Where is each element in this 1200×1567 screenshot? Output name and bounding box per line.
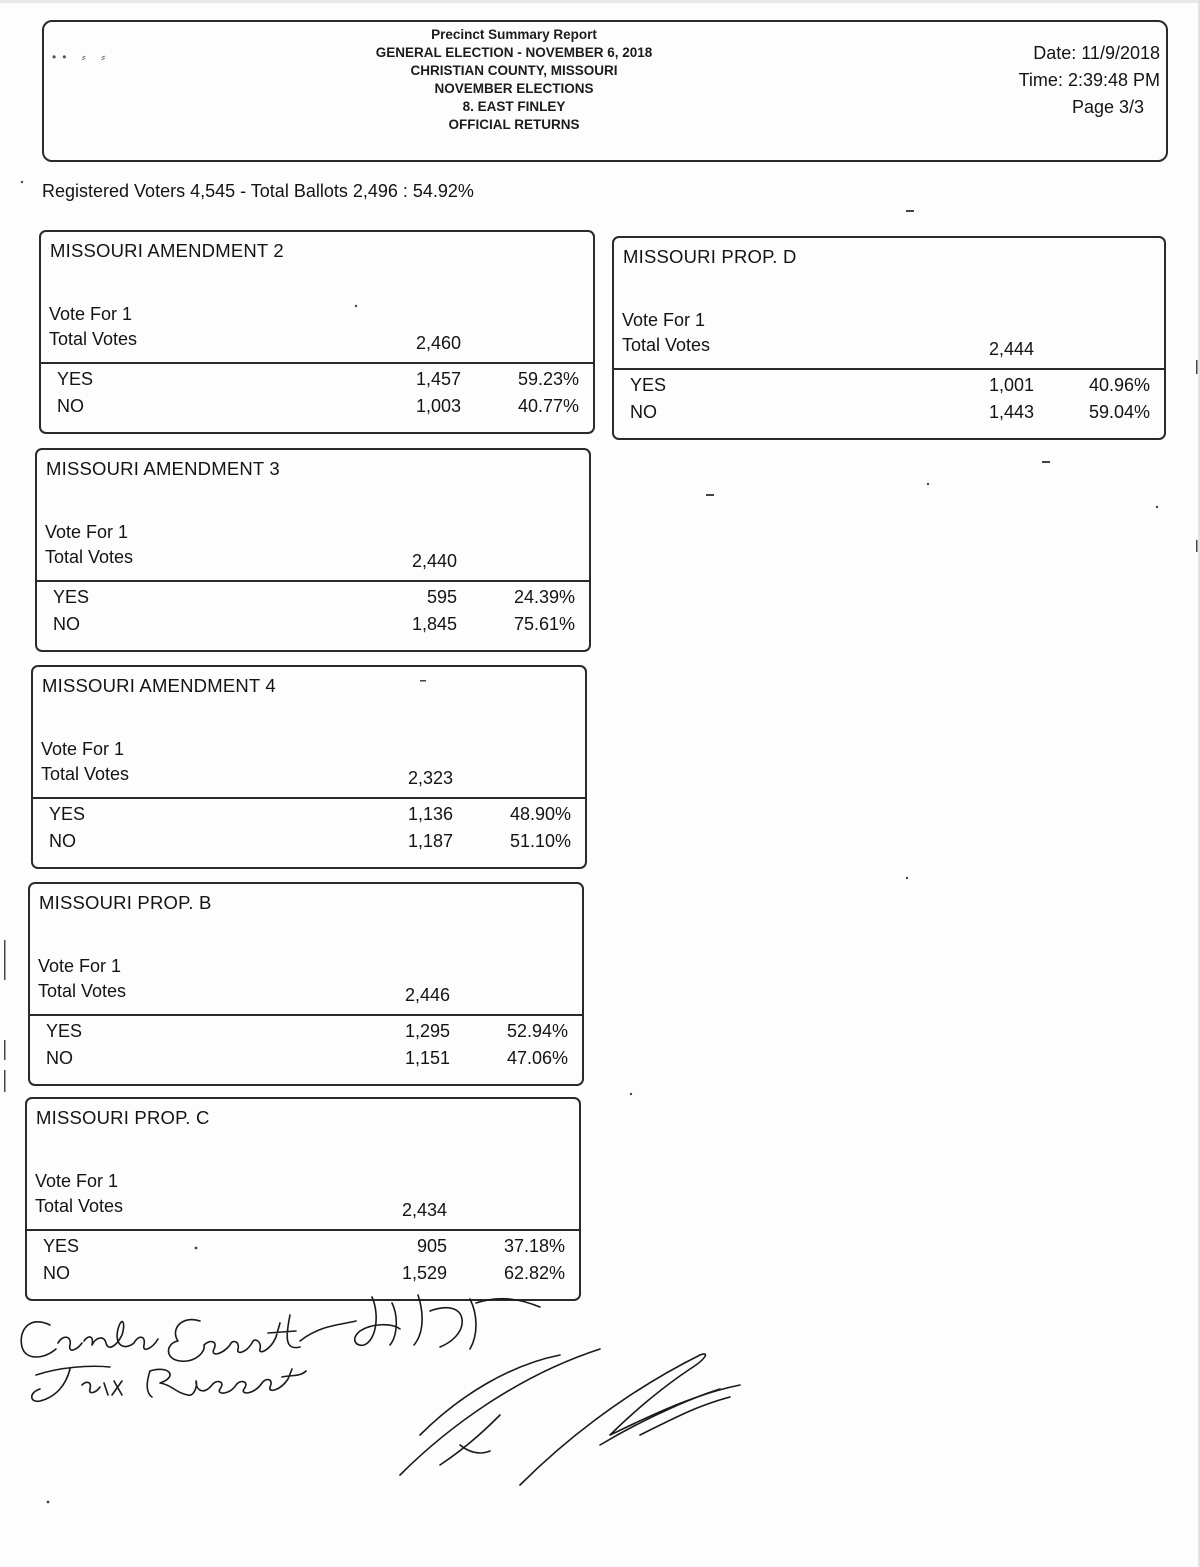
choice-votes: 1,151	[404, 1048, 450, 1068]
choice-votes: 1,845	[411, 614, 457, 634]
race-box-prop-c	[25, 1097, 581, 1301]
total-votes-value: 2,323	[407, 768, 453, 788]
race-box-amendment-3	[35, 448, 591, 652]
divider	[41, 362, 593, 364]
registered-voters-summary: Registered Voters 4,545 - Total Ballots 2,496 : 54.92%	[42, 181, 474, 201]
choice-votes: 595	[426, 587, 457, 607]
choice-percent: 62.82%	[503, 1263, 565, 1283]
divider	[614, 368, 1164, 370]
returns-label: OFFICIAL RETURNS	[448, 117, 580, 132]
choice-row-no	[37, 614, 589, 641]
choice-row-yes	[37, 587, 589, 614]
choice-row-no	[614, 402, 1164, 429]
scan-edge-top	[0, 0, 1200, 3]
choice-row-yes	[614, 375, 1164, 402]
total-votes-value: 2,434	[401, 1200, 447, 1220]
handwritten-signatures	[0, 1285, 800, 1505]
vote-for-label: Vote For 1	[35, 1171, 119, 1191]
total-votes-label: Total Votes	[35, 1196, 124, 1216]
divider	[30, 1014, 582, 1016]
divider	[27, 1229, 579, 1231]
choice-row-yes	[33, 804, 585, 831]
choice-row-no	[41, 396, 593, 423]
vote-for-label: Vote For 1	[49, 304, 133, 324]
race-title: MISSOURI AMENDMENT 2	[50, 240, 284, 261]
choice-name: NO	[49, 831, 76, 851]
choice-percent: 40.77%	[517, 396, 579, 416]
choice-percent: 59.04%	[1088, 402, 1150, 422]
choice-percent: 52.94%	[506, 1021, 568, 1041]
choice-name: NO	[46, 1048, 73, 1068]
choice-votes: 1,529	[401, 1263, 447, 1283]
choice-row-yes	[27, 1236, 579, 1263]
total-votes-value: 2,440	[411, 551, 457, 571]
election-name: GENERAL ELECTION - NOVEMBER 6, 2018	[375, 45, 653, 60]
choice-votes: 1,003	[415, 396, 461, 416]
total-votes-value: 2,446	[404, 985, 450, 1005]
choice-percent: 48.90%	[509, 804, 571, 824]
choice-name: NO	[43, 1263, 70, 1283]
report-header	[42, 20, 1168, 162]
choice-votes: 905	[416, 1236, 447, 1256]
choice-row-yes	[30, 1021, 582, 1048]
race-box-amendment-4	[31, 665, 587, 869]
choice-votes: 1,443	[988, 402, 1034, 422]
vote-for-label: Vote For 1	[38, 956, 122, 976]
choice-percent: 75.61%	[513, 614, 575, 634]
report-time: Time: 2:39:48 PM	[1018, 70, 1160, 90]
race-title: MISSOURI PROP. D	[623, 246, 797, 267]
choice-name: YES	[43, 1236, 80, 1256]
report-title: Precinct Summary Report	[431, 27, 597, 42]
race-box-prop-b	[28, 882, 584, 1086]
header-titles	[344, 26, 684, 134]
page-number: Page 3/3	[1071, 97, 1144, 117]
total-votes-label: Total Votes	[622, 335, 711, 355]
choice-name: NO	[57, 396, 84, 416]
choice-row-no	[30, 1048, 582, 1075]
choice-votes: 1,457	[415, 369, 461, 389]
choice-name: NO	[630, 402, 657, 422]
total-votes-label: Total Votes	[41, 764, 130, 784]
vote-for-label: Vote For 1	[45, 522, 129, 542]
choice-percent: 24.39%	[513, 587, 575, 607]
choice-percent: 47.06%	[506, 1048, 568, 1068]
divider	[33, 797, 585, 799]
choice-name: NO	[53, 614, 80, 634]
choice-votes: 1,001	[988, 375, 1034, 395]
choice-name: YES	[53, 587, 90, 607]
choice-percent: 59.23%	[517, 369, 579, 389]
choice-name: YES	[46, 1021, 83, 1041]
stray-marks: •• ⸗ ⸗	[52, 50, 112, 64]
choice-name: YES	[49, 804, 86, 824]
precinct-name: 8. EAST FINLEY	[462, 99, 566, 114]
header-meta	[960, 40, 1160, 121]
total-votes-value: 2,460	[415, 333, 461, 353]
choice-percent: 51.10%	[509, 831, 571, 851]
vote-for-label: Vote For 1	[622, 310, 706, 330]
choice-votes: 1,295	[404, 1021, 450, 1041]
report-date: Date: 11/9/2018	[1033, 43, 1160, 63]
choice-votes: 1,136	[407, 804, 453, 824]
vote-for-label: Vote For 1	[41, 739, 125, 759]
divider	[37, 580, 589, 582]
choice-votes: 1,187	[407, 831, 453, 851]
race-title: MISSOURI AMENDMENT 4	[42, 675, 276, 696]
total-votes-label: Total Votes	[49, 329, 138, 349]
choice-name: YES	[57, 369, 94, 389]
race-title: MISSOURI AMENDMENT 3	[46, 458, 280, 479]
total-votes-value: 2,444	[988, 339, 1034, 359]
elections-label: NOVEMBER ELECTIONS	[434, 81, 594, 96]
total-votes-label: Total Votes	[38, 981, 127, 1001]
race-title: MISSOURI PROP. C	[36, 1107, 210, 1128]
county-name: CHRISTIAN COUNTY, MISSOURI	[410, 63, 618, 78]
race-title: MISSOURI PROP. B	[39, 892, 212, 913]
choice-row-no	[33, 831, 585, 858]
race-box-prop-d	[612, 236, 1166, 440]
choice-percent: 40.96%	[1088, 375, 1150, 395]
choice-row-yes	[41, 369, 593, 396]
total-votes-label: Total Votes	[45, 547, 134, 567]
choice-name: YES	[630, 375, 667, 395]
race-box-amendment-2	[39, 230, 595, 434]
choice-percent: 37.18%	[503, 1236, 565, 1256]
